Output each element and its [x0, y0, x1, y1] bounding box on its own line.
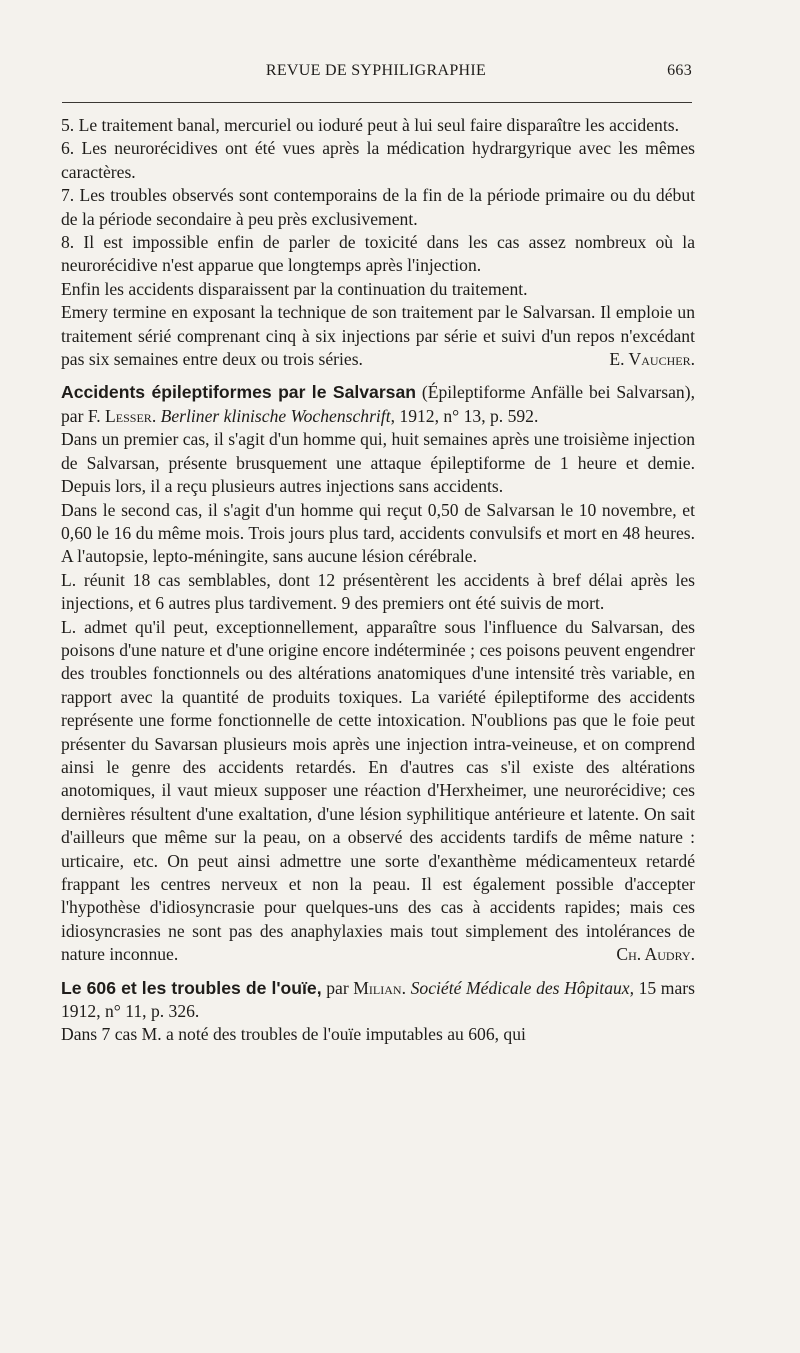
paragraph-discussion-text: L. admet qu'il peut, exceptionnellement, apparaître sous l'influence du Salvarsan, des poisons d'une nature et d'une origine encore indéterminée ; ces poisons peuvent engendrer des troubles fonctionnels ou des altérations anatomiques d'une intensité très variable, en rapport avec la quantité de produits toxiques. La variété épileptiforme des accidents représente une forme fonctionnelle de cette intoxication. N'oublions pas que le foie peut présenter du Savarsan plusieurs mois après une injection intra-veineuse, et on comprend ainsi le genre des accidents retardés. En d'autres cas s'il existe des altérations anotomiques, il vaut mieux supposer une réaction d'Herxheimer, une neurorécidive; ces dernières résultent d'une exaltation, d'une lésion syphilitique antérieure et latente. On sait d'ailleurs que même sur la peau, on a observé des accidents tardifs de même nature : urticaire, etc. On peut ainsi admettre une sorte d'exanthème médicamenteux retardé frappant les centres nerveux et non la peau. Il est également possible d'accepter l'hypothèse d'idiosyncrasie pour quelques-uns des cas à accidents rapides; mais ces idiosyncrasies ne sont pas des anaphylaxies mais tout simplement des intolérances de nature inconnue.: [61, 616, 695, 965]
paragraph-cases-summary: L. réunit 18 cas semblables, dont 12 présentèrent les accidents à bref délai après les injections, et 6 autres plus tardivement. 9 des premiers ont été suivis de mort.: [61, 569, 695, 614]
paragraph-case-2: Dans le second cas, il s'agit d'un homme qui reçut 0,50 de Salvarsan le 10 novembre, et 0,60 le 16 du même mois. Trois jours plus tard, accidents convulsifs et mort en 48 heures. A l'autopsie, lepto-méningite, sans aucune lésion cérébrale.: [61, 499, 695, 567]
section-heading-epileptiform: [61, 381, 695, 428]
heading-rest: (Épileptiforme Anfälle bei Salvarsan), par F.: [61, 382, 695, 426]
paragraph-emery-text: Emery termine en exposant la technique de son traitement par le Salvarsan. Il emploie un traitement sérié comprenant cinq à six injections par série et suivi d'un repos n'excédant pas six semaines entre deux ou trois séries.: [61, 302, 695, 370]
author-name: Lesser: [105, 405, 152, 426]
journal-separator: .: [151, 405, 161, 426]
paragraph-606-intro: Dans 7 cas M. a noté des troubles de l'ouïe imputables au 606, qui: [61, 1024, 526, 1045]
heading-bold: Accidents épileptiformes par le Salvarsan: [61, 382, 416, 403]
paragraph-point-7: 7. Les troubles observés sont contemporains de la fin de la période primaire ou du début de la période secondaire à peu près exclusivement.: [61, 185, 695, 229]
journal-separator: .: [401, 977, 411, 998]
paragraph-point-5: 5. Le traitement banal, mercuriel ou ioduré peut à lui seul faire disparaître les accidents.: [61, 115, 679, 135]
paragraph-discussion: [61, 616, 695, 967]
heading-bold: Le 606 et les troubles de l'ouïe,: [61, 977, 322, 998]
reference: , 1912, n° 13, p. 592.: [390, 405, 539, 426]
journal-name: Société Médicale des Hôpitaux,: [410, 977, 634, 998]
paragraph-point-6: 6. Les neurorécidives ont été vues après la médication hydrargyrique avec les mêmes caractères.: [61, 138, 695, 182]
paragraph-case-1: Dans un premier cas, il s'agit d'un homme qui, huit semaines après une troisième injection de Salvarsan, présente brusquement une attaque épileptiforme de 1 heure et demie. Depuis lors, il a reçu plusieurs autres injections sans accidents.: [61, 429, 695, 497]
header-rule: [62, 102, 692, 103]
paragraph-point-8: 8. Il est impossible enfin de parler de toxicité dans les cas assez nombreux où la neurorécidive n'est apparue que longtemps après l'injection.: [61, 232, 695, 276]
paragraph-emery: [61, 301, 695, 371]
article-body: [61, 114, 695, 1047]
section-gap: [61, 967, 695, 977]
paragraph-conclusion: Enfin les accidents disparaissent par la continuation du traitement.: [61, 278, 528, 299]
section-heading-606: [61, 977, 695, 1024]
section-gap: [61, 371, 695, 381]
running-header: [60, 62, 692, 90]
heading-rest: par: [321, 977, 354, 998]
author-name: Milian: [353, 977, 402, 998]
page-number: 663: [667, 62, 692, 79]
journal-title: REVUE DE SYPHILIGRAPHIE: [265, 62, 487, 79]
signature-audry: Ch. Audry.: [616, 944, 695, 965]
journal-name: Berliner klinische Wochenschrift: [160, 405, 391, 426]
reference: 15 mars 1912, n° 11, p. 326.: [61, 977, 695, 1022]
signature-vaucher: E. Vaucher.: [609, 349, 695, 370]
